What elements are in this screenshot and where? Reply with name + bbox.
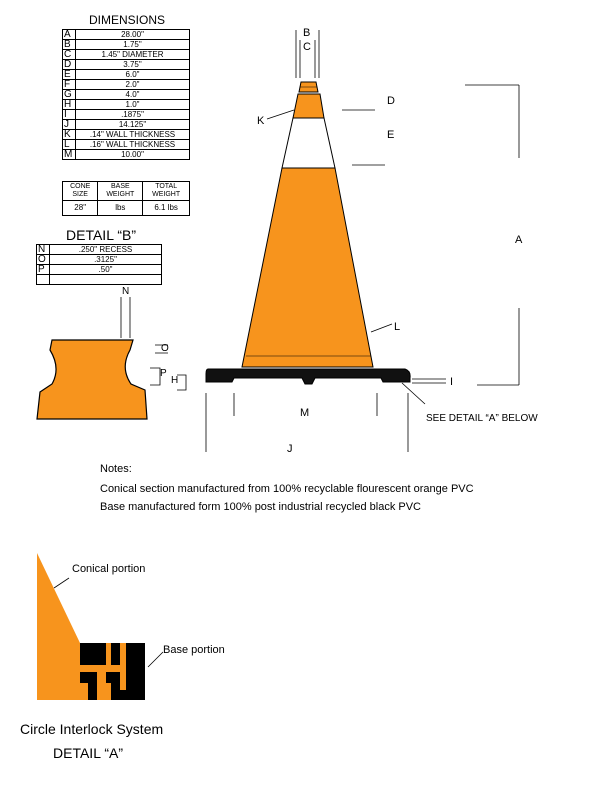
dimensions-title: DIMENSIONS	[89, 13, 166, 27]
detail-b-value: .50"	[50, 265, 162, 275]
label-m: M	[300, 407, 310, 419]
dimension-key: E	[63, 70, 76, 80]
label-l: L	[394, 321, 401, 333]
dimension-value: 1.45" DIAMETER	[76, 50, 190, 60]
cone-dimension-lines	[206, 30, 519, 452]
cone-reflective-band	[282, 118, 335, 168]
label-i: I	[450, 376, 454, 388]
dimension-key: J	[63, 120, 76, 130]
label-j: J	[287, 443, 293, 455]
total-weight-header: TOTAL WEIGHT	[143, 182, 190, 201]
detail-b-profile	[37, 340, 147, 419]
base-weight-value: lbs	[98, 201, 143, 216]
conical-portion-shape	[37, 553, 80, 700]
dimension-value: 3.75"	[76, 60, 190, 70]
dimension-key: I	[63, 110, 76, 120]
detail-b-value: .3125"	[50, 255, 162, 265]
detail-b-key: P	[37, 265, 50, 275]
label-e: E	[387, 129, 395, 141]
label-o: O	[161, 343, 169, 354]
base-portion-label: Base portion	[163, 644, 225, 656]
dimension-value: 14.125"	[76, 120, 190, 130]
dimension-value: 6.0"	[76, 70, 190, 80]
dimension-key: C	[63, 50, 76, 60]
label-n: N	[122, 286, 130, 297]
dimension-value: 1.0"	[76, 100, 190, 110]
detail-b-title: DETAIL “B”	[66, 227, 137, 243]
dimension-value: .14" WALL THICKNESS	[76, 130, 190, 140]
cone-size-value: 28"	[63, 201, 98, 216]
dimension-value: 4.0"	[76, 90, 190, 100]
detail-b-key: N	[37, 245, 50, 255]
label-h: H	[171, 375, 179, 386]
dimension-value: 10.00"	[76, 150, 190, 160]
label-k: K	[257, 115, 265, 127]
cone-top-band	[293, 94, 324, 118]
base-weight-header: BASE WEIGHT	[98, 182, 143, 201]
notes	[100, 463, 474, 513]
dimension-key: M	[63, 150, 76, 160]
dimension-key: K	[63, 130, 76, 140]
dimension-key: G	[63, 90, 76, 100]
dimension-value: 28.00"	[76, 30, 190, 40]
cone-size-header: CONE SIZE	[63, 182, 98, 201]
dimension-value: .16" WALL THICKNESS	[76, 140, 190, 150]
dimension-value: 2.0"	[76, 80, 190, 90]
dimension-value: .1875"	[76, 110, 190, 120]
cone-base	[206, 369, 410, 384]
detail-a-subtitle: DETAIL “A”	[53, 745, 124, 761]
label-p: P	[160, 368, 167, 379]
detail-b-section	[37, 286, 186, 419]
traffic-cone	[206, 82, 410, 384]
dimension-key: D	[63, 60, 76, 70]
notes-heading: Notes:	[100, 463, 132, 475]
dimension-key: A	[63, 30, 76, 40]
see-detail-label: SEE DETAIL “A” BELOW	[426, 413, 538, 424]
conical-portion-label: Conical portion	[72, 563, 146, 575]
detail-b-key: O	[37, 255, 50, 265]
dimension-key: L	[63, 140, 76, 150]
dimension-key: F	[63, 80, 76, 90]
label-d: D	[387, 95, 395, 107]
total-weight-value: 6.1 lbs	[143, 201, 190, 216]
system-title: Circle Interlock System	[20, 721, 164, 737]
dimension-key: B	[63, 40, 76, 50]
label-b: B	[303, 27, 311, 39]
detail-a-diagram	[20, 553, 225, 761]
dimension-key: H	[63, 100, 76, 110]
notes-line-2: Base manufactured form 100% post industrial recycled black PVC	[100, 501, 421, 513]
dimension-value: 1.75"	[76, 40, 190, 50]
base-portion-shape	[80, 643, 106, 665]
label-a: A	[515, 234, 523, 246]
notes-line-1: Conical section manufactured from 100% recyclable flourescent orange PVC	[100, 483, 474, 495]
label-c: C	[303, 41, 311, 53]
detail-b-value: .250" RECESS	[50, 245, 162, 255]
cone-body	[242, 168, 373, 367]
